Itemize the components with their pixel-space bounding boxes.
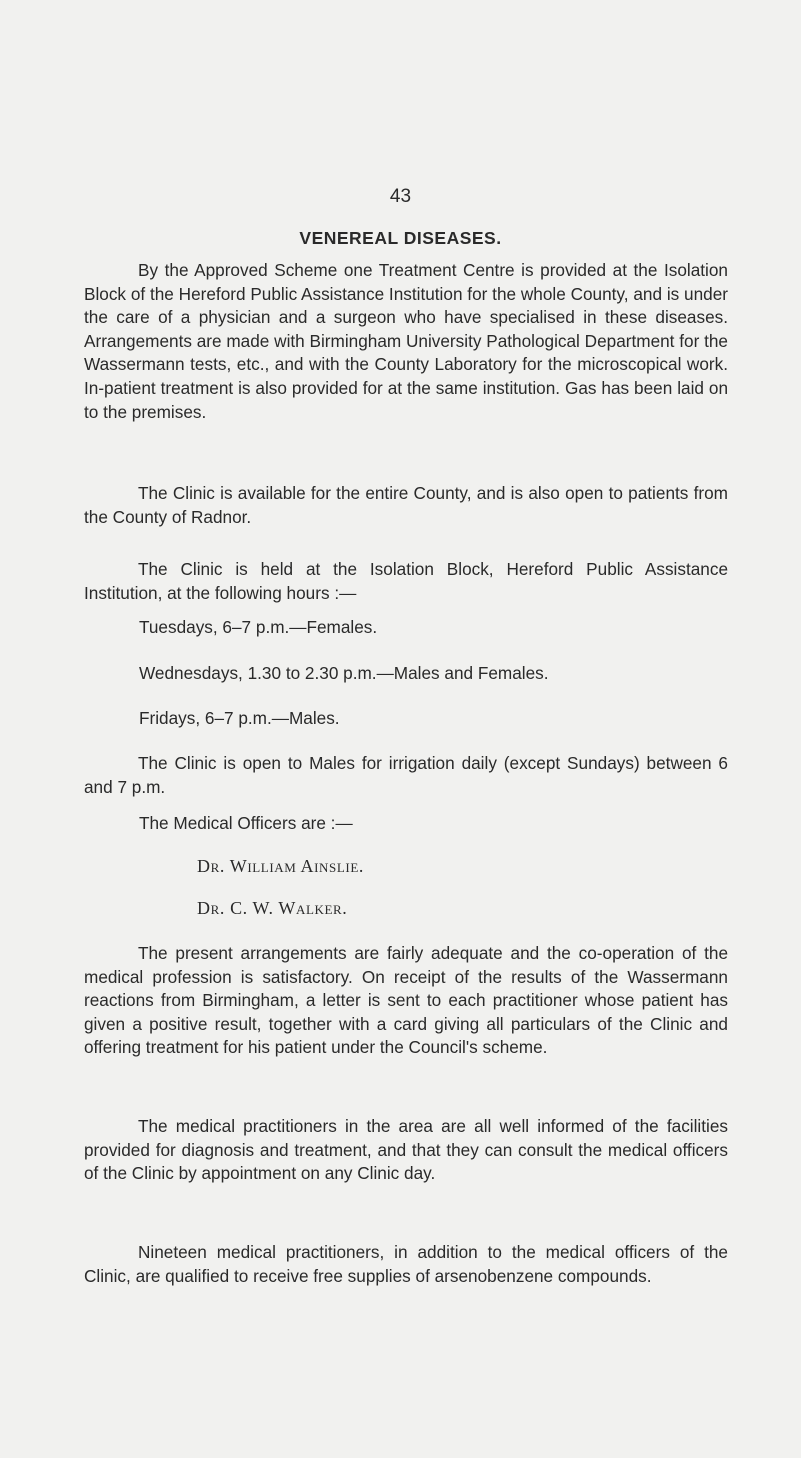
paragraph-irrigation: The Clinic is open to Males for irrigation daily (except Sundays) between 6 and 7 p.m. bbox=[84, 753, 728, 797]
page-number: 43 bbox=[389, 186, 412, 207]
paragraph-clinic-location: The Clinic is held at the Isolation Block, Hereford Public Assistance Institution, at the following hours :— bbox=[84, 559, 728, 603]
officers-intro: The Medical Officers are :— bbox=[139, 813, 353, 833]
hours-tuesday: Tuesdays, 6–7 p.m.—Females. bbox=[139, 617, 378, 637]
officer-name: Dr. William Ainslie. bbox=[197, 856, 364, 876]
paragraph-clinic-availability: The Clinic is available for the entire County, and is also open to patients from the County of Radnor. bbox=[84, 483, 728, 527]
paragraph-free-supplies: Nineteen medical practitioners, in addition to the medical officers of the Clinic, are qualified to receive free supplies of arsenobenzene compounds. bbox=[84, 1242, 728, 1286]
hours-wednesday: Wednesdays, 1.30 to 2.30 p.m.—Males and Females. bbox=[139, 663, 549, 683]
hours-friday: Fridays, 6–7 p.m.—Males. bbox=[139, 708, 340, 728]
paragraph-treatment-centre: By the Approved Scheme one Treatment Centre is provided at the Isolation Block of the Hereford Public Assistance Institution for the whole County, and is under the care of a physician and a surgeon who have specialised in these diseases. Arrangements are made with Birmingham University Pathological Department for the Wassermann tests, etc., and with the County Laboratory for the microscopical work. In-patient treatment is also provided for at the same institution. Gas has been laid on to the premises. bbox=[84, 260, 728, 422]
officer-name: Dr. C. W. Walker. bbox=[197, 898, 348, 918]
paragraph-arrangements: The present arrangements are fairly adequate and the co-operation of the medical profession is satisfactory. On receipt of the results of the Wassermann reactions from Birmingham, a letter is sent to each practitioner whose patient has given a positive result, together with a card giving all particulars of the Clinic and offering treatment for his patient under the Council's scheme. bbox=[84, 943, 728, 1058]
section-heading: VENEREAL DISEASES. bbox=[299, 228, 502, 248]
paragraph-practitioners-informed: The medical practitioners in the area are all well informed of the facilities provided for diagnosis and treatment, and that they can consult the medical officers of the Clinic by appointment on any Clinic day. bbox=[84, 1116, 728, 1184]
